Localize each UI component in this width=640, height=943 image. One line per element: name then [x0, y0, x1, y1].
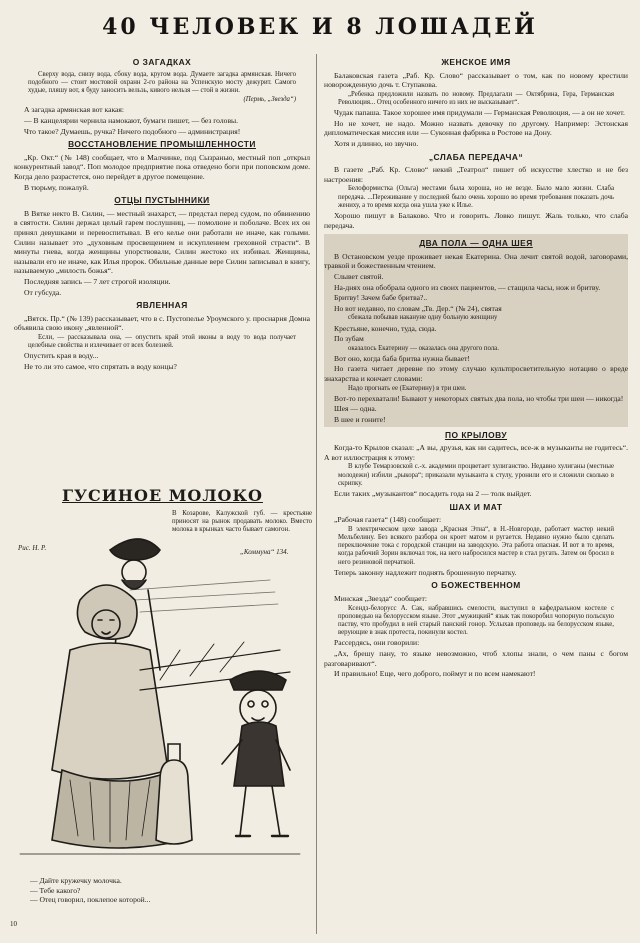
section-title: ПО КРЫЛОВУ	[444, 429, 508, 440]
paragraph: „Рабочая газета“ (148) сообщает:	[334, 515, 442, 525]
section-title: ОТЦЫ ПУСТЫННИКИ	[114, 195, 210, 206]
section-female-name	[324, 58, 628, 149]
paragraph: Последняя запись — 7 лет строгой изоляции.	[24, 276, 171, 286]
column-divider	[316, 54, 317, 934]
cartoon-source: „Коммуна“ 134.	[240, 548, 289, 556]
paragraph: Минская „Звезда“ сообщает:	[334, 594, 427, 604]
paragraph: В Вятке некто В. Силин, — местный знахарст, — предстал перед судом, по обвинению в святости. Силин держал целый гарем послушниц, — помолюне и поболаче. Всех их он принял девушками и перевоспитывал. В его келье они работали не иначе, как голыми. Силин называет это „духовным просвещением и искуплением греховной страсти“. В минуты гнева, когда женщины упорствовали, Силин жестоко их избивал. Женщины, называли его не иначе, как Илья пророк. Обильные данные вере Силин записывал в книгу, называемую „милость божья“.	[14, 208, 310, 276]
section-krylov	[324, 431, 628, 499]
paragraph: Слывет святой.	[334, 271, 384, 281]
paragraph: А загадка армянская вот какая:	[24, 105, 125, 115]
paragraph: Балаковская газета „Раб. Кр. Слово“ рассказывает о том, как по новому крестили новорожденную дочь т. Ступакова.	[324, 70, 628, 90]
left-column	[14, 54, 310, 375]
section-title: „СЛАБА ПЕРЕДАЧА“	[428, 151, 524, 162]
quote-text: Если, — рассказывала она, — опустить край этой иконы в воду то вода получает целебные свойства и излечивает от всех болезней.	[28, 333, 296, 350]
paragraph: — В канцелярии чернила намокают, бумаги пишет, — без головы.	[24, 116, 239, 125]
paragraph: Чудак папаша. Такое хорошее имя придумали — Германская Революция, — а он не хочет.	[334, 108, 625, 118]
dialog-line: — Дайте кружечку молочка.	[30, 876, 122, 885]
section-industry	[14, 140, 310, 192]
paragraph: В газете „Раб. Кр. Слово“ некий „Театрол“ пишет об искусстве хлестко и не без настроения:	[324, 165, 628, 184]
cartoon-dialog	[30, 876, 150, 905]
section-hermits	[14, 196, 310, 297]
quote-source: (Пермь, „Звезда“)	[243, 96, 296, 104]
page-headline: 40 ЧЕЛОВЕК И 8 ЛОШАДЕЙ	[102, 14, 538, 40]
paragraph: Крестьяне, конечно, туда, сюда.	[334, 323, 437, 333]
page-number: 10	[10, 920, 17, 928]
paragraph: По зубам	[334, 334, 364, 344]
paragraph: Опустить края в воду...	[24, 351, 99, 361]
section-weak-transmission	[324, 153, 628, 231]
paragraph: „Вятск. Пр.“ (№ 139) рассказывает, что в с. Пустопелье Уроумского у. проснарня Домна объявила свою икону „явленной“.	[14, 313, 310, 333]
right-column	[324, 54, 628, 683]
dialog-line: — Тебе какого?	[30, 885, 81, 895]
section-divine	[324, 581, 628, 678]
paragraph: В шее и гоните!	[334, 415, 386, 425]
paragraph: Бритву! Зачем бабе бритва?..	[334, 293, 428, 303]
section-title: ДВА ПОЛА — ОДНА ШЕЯ	[419, 238, 533, 249]
paragraph: Хорошо пишут в Балаково. Что и говорить. Ловко пишут. Жаль только, что слаба передача.	[324, 210, 628, 230]
quote-text: Белоформистка (Ольга) местами была хороша, но не везде. Было мало жизни. Слаба передача. ...Переживание у последней было очень хорошо во время требования показать дочь жениху, а то время когда она ушла уже к Илье.	[338, 185, 614, 209]
quote-text: Сверху вода, снизу вода, сбоку вода, кругом вода. Думаете загадка армянская. Ничего подобного — стоит мостовой охранн 2-го района на Успенскую мосту дежурит. Самого худые, пляшу вот, я буду заносить вельзь, кивого нельзя — стой в жизни.	[28, 70, 296, 94]
paragraph: „Кр. Окт.“ (№ 148) сообщает, что в Малчинке, под Сызранью, местный поп „открыл конкурентный завод“. Поп молодое предприятие пока отведено боги при поповском доме. Когда дело разрастется, оно перейдет в другое помещение.	[14, 152, 310, 181]
paragraph: Вот-то перехватали! Бывают у некоторых святых два пола, но чтобы три шеи — никогда!	[334, 393, 624, 403]
cartoon-title: ГУСИНОЕ МОЛОКО	[62, 486, 263, 505]
quote-text: Ксендз-белорусс А. Сак, набравшись смелости, выступил в кафедральном костеле с проповедью на белорусском языке. Этот „мужицкий“ язык так покоробил чопорную польскую паству, что пробудил в ней старый панский гонор. Услыхав проповедь на белорусском языке, верующие в знак протеста, покинули костел.	[338, 604, 614, 637]
paragraph: Что такое? Думаешь, ручка? Ничего подобного — администрация!	[24, 126, 241, 136]
section-two-sexes	[324, 234, 628, 427]
paragraph: Рассердясь, они говорили:	[334, 638, 420, 648]
paragraph: Вот оно, когда баба бритва нужна бывает!	[334, 353, 470, 363]
paragraph: Хотя и длинно, но звучно.	[334, 138, 419, 148]
quote-text: Надо прогнать ее (Екатерину) в три шеи.	[348, 384, 467, 392]
cartoon-note: В Козарове, Калужской губ. — крестьяне приносят на рынок продавать молоко. Вместо молока в крынках часто бывает самогон.	[172, 510, 312, 534]
dialog-line: — Отец говорил, поклепое которой...	[30, 895, 151, 905]
paragraph: От губсуда.	[24, 287, 62, 297]
paragraph: Но газета читает деревне по этому случаю культпросветительную нотацию о вреде знахарства и кончает словами:	[324, 364, 628, 384]
section-revealed	[14, 301, 310, 371]
section-riddles	[14, 58, 310, 136]
paragraph: Когда-то Крылов сказал: „А вы, друзья, как ни садитесь, все-ж в музыканты не годитесь“. А вот иллюстрация к этому:	[324, 443, 628, 462]
section-title: О БОЖЕСТВЕННОМ	[431, 580, 521, 591]
paragraph: Но не хочет, не надо. Можно назвать девочку по другому. Например: Эстонская дипломатическая миссия или — Суконная фабрика в Ростове на Дону.	[324, 118, 628, 138]
paragraph: В Остановском уезде проживает некая Екатерина. Она лечит святой водой, заговорами, травкой и божественным чтением.	[324, 251, 628, 271]
paragraph: И правильно! Еще, чего доброго, поймут и по всем намекают!	[334, 669, 536, 679]
quote-text: сбежала побывав накануне одну больную женщину	[348, 314, 498, 322]
section-title: ЖЕНСКОЕ ИМЯ	[441, 57, 511, 67]
paragraph: Теперь законну надлежит поднять брошенную перчатку.	[334, 567, 517, 577]
paragraph: Шея — одна.	[334, 404, 377, 414]
paragraph: В тюрьму, пожалуй.	[24, 182, 89, 192]
cartoon-illustration	[10, 520, 310, 872]
section-title: ШАХ И МАТ	[449, 501, 503, 512]
paragraph: „Ах, брешу пану, то языке невозможно, чтоб хлопы знали, о чем паны с богом разговаривают“.	[324, 649, 628, 668]
paragraph: Если таких „музыкантов“ посадить года на 2 — толк выйдет.	[334, 489, 532, 499]
quote-text: В электрическом цехе завода „Красная Этна“, в Н.-Новгороде, работает мастер некий Мельбелину. Без всякого разбора он кроет матом и ругается. Недавно нужно было сделать переключение тока с городской станции на заводскую. Эта работа опасная. И вот в то время, когда рабочий Зорин включал ток, на него набросился мастер в стал ругать. Затем он бросил в него резиновой перчаткой.	[338, 525, 614, 566]
quote-text: В клубе Темарзовской с.-х. академии процветает хулиганство. Недавно хулиганы (местные молодежи) избили „рыкора“; приказали музыканта к стулу, уронили его и сложили сколько в скрипку.	[338, 463, 614, 487]
paragraph: Не то ли это самое, что спрятать в воду концы?	[24, 361, 177, 371]
quote-text: „Ребенка предложили назвать по новому. Предлагали — Октябрина, Гера, Германская Революция... Отец особенного ничего из них не высказывает“.	[338, 90, 614, 106]
section-title: ЯВЛЕННАЯ	[136, 300, 188, 311]
section-title: ВОССТАНОВЛЕНИЕ ПРОМЫШЛЕННОСТИ	[68, 139, 256, 150]
quote-text: оказалось Екатерину — оказалась она другого пола.	[348, 344, 499, 352]
art-credit: Рис. Н. Р.	[18, 544, 47, 552]
paragraph: Но вот недавно, по словам „Тв. Дер.“ (№ 24), святая	[334, 303, 502, 313]
paragraph: На-днях она обобрала одного из своих пациентов, — стащила часы, нож и бритву.	[334, 282, 601, 292]
section-title: О ЗАГАДКАХ	[132, 57, 192, 67]
section-checkmate	[324, 503, 628, 578]
